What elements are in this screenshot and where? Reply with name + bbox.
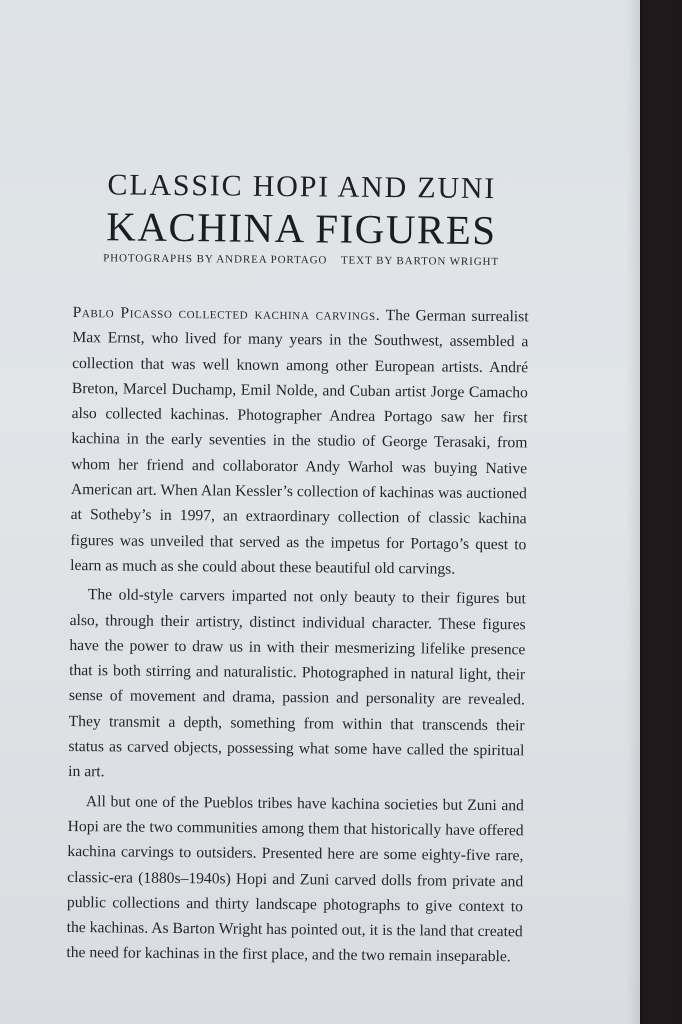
- credits-line: [73, 252, 529, 268]
- paragraph-1: [70, 300, 529, 583]
- text-credit: TEXT BY BARTON WRIGHT: [340, 254, 500, 269]
- title-line-2: KACHINA FIGURES: [106, 203, 497, 254]
- paragraph-2: The old-style carvers imparted not only beauty to their figures but also, through their artistry, distinct individual character. These figures have the power to draw us in with their mesmerizing lifelike presence that is both stirring and naturalistic. Photographed in natural light, their sense of movement and drama, passion and personality are revealed. They transmit a depth, something from within that transcends their status as carved objects, possessing what some have called the spiritual in art.: [68, 586, 526, 781]
- paragraph-1-lead: Pablo Picasso collected kachina carvings.: [72, 303, 381, 324]
- photographs-credit: PHOTOGRAPHS BY ANDREA PORTAGO: [103, 252, 328, 267]
- body-text: [66, 300, 528, 970]
- paragraph-1-text: The German surrealist Max Ernst, who lived for many years in the Southwest, assembled a collection that was well known among other European artists. André Breton, Marcel Duchamp, Emil Nolde, and Cuban artist Jorge Camacho also collected kachinas. Photographer Andrea Portago saw her first kachina in the early seventies in the studio of George Terasaki, from whom her friend and collaborator Andy Warhol was buying Native American art. When Alan Kessler’s collection of kachinas was auctioned at Sotheby’s in 1997, an extraordinary collection of classic kachina figures was unveiled that served as the impetus for Portago’s quest to learn as much as she could about these beautiful old carvings.: [70, 306, 529, 578]
- title-line-1: CLASSIC HOPI AND ZUNI: [107, 168, 497, 206]
- paragraph-3: All but one of the Pueblos tribes have kachina societies but Zuni and Hopi are the two communities among them that historically have offered kachina carvings to outsiders. Presented here are some eighty-five rare, classic-era (1880s–1940s) Hopi and Zuni carved dolls from private and public collections and thirty landscape photographs to give context to the kachinas. As Barton Wright has pointed out, it is the land that created the need for kachinas in the first place, and the two remain inseparable.: [66, 792, 524, 966]
- cover-content: [66, 168, 530, 970]
